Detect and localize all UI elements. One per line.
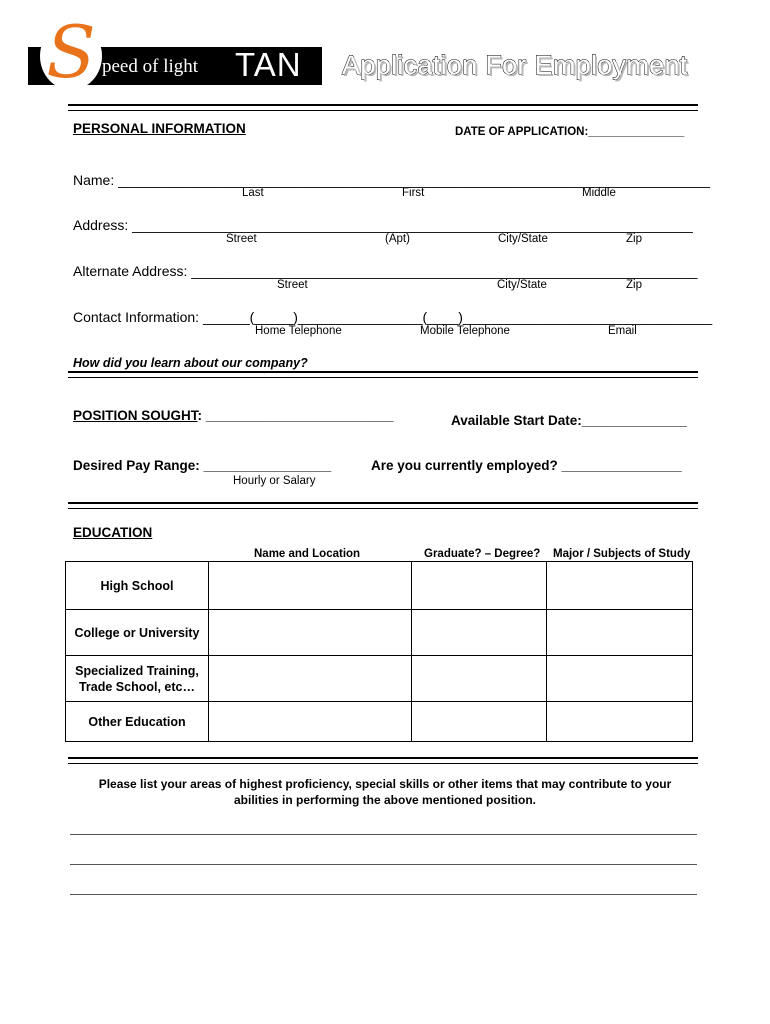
- divider: [68, 377, 698, 378]
- position-sought-blank: : _________________________: [197, 408, 394, 423]
- address-field[interactable]: Address: ________________________________________________________________________: [73, 217, 693, 233]
- skills-answer-line[interactable]: [70, 834, 697, 835]
- desired-pay-range-label: Desired Pay Range:: [73, 458, 200, 473]
- column-header-name-location: Name and Location: [254, 548, 361, 560]
- input-cell[interactable]: [209, 656, 412, 702]
- input-cell[interactable]: [209, 562, 412, 610]
- logo-s-letter: S: [46, 10, 96, 94]
- skills-answer-line[interactable]: [70, 864, 697, 865]
- address-sub-city: City/State: [498, 233, 548, 245]
- input-cell[interactable]: [209, 610, 412, 656]
- input-cell[interactable]: [412, 610, 547, 656]
- contact-sub-mobile: Mobile Telephone: [420, 325, 510, 337]
- alternate-address-field[interactable]: Alternate Address: _________________________________________________________________: [73, 263, 698, 279]
- input-cell[interactable]: [547, 562, 693, 610]
- education-table: [65, 561, 693, 742]
- table-row: [66, 610, 693, 656]
- input-cell[interactable]: [412, 562, 547, 610]
- row-label-other: Other Education: [66, 702, 209, 742]
- contact-information-field[interactable]: Contact Information: ______(_____)________________(____)________________________________: [73, 309, 713, 325]
- input-cell[interactable]: [209, 702, 412, 742]
- alt-address-sub-street: Street: [277, 279, 308, 291]
- divider: [68, 110, 698, 111]
- input-cell[interactable]: [412, 656, 547, 702]
- row-label-high-school: High School: [66, 562, 209, 610]
- input-cell[interactable]: [547, 702, 693, 742]
- divider: [68, 502, 698, 504]
- divider: [68, 371, 698, 373]
- desired-pay-range-field[interactable]: [73, 458, 331, 473]
- input-cell[interactable]: [412, 702, 547, 742]
- address-sub-apt: (Apt): [385, 233, 410, 245]
- alt-address-sub-city: City/State: [497, 279, 547, 291]
- skills-instructions: [70, 776, 700, 808]
- divider: [68, 757, 698, 759]
- input-cell[interactable]: [547, 656, 693, 702]
- table-row: [66, 656, 693, 702]
- how-did-you-learn-label: How did you learn about our company?: [73, 356, 308, 370]
- table-row: [66, 562, 693, 610]
- available-start-date-field[interactable]: Available Start Date:______________: [451, 413, 687, 428]
- name-sub-last: Last: [242, 187, 264, 199]
- name-field[interactable]: Name: ____________________________________________________________________________: [73, 172, 710, 188]
- skills-instructions-line2: abilities in performing the above mentioned position.: [233, 793, 537, 807]
- row-label-college: College or University: [66, 610, 209, 656]
- skills-instructions-line1: Please list your areas of highest proficiency, special skills or other items that may contribute to your: [98, 777, 672, 791]
- pay-sub-hourly: Hourly or Salary: [233, 475, 316, 487]
- address-sub-zip: Zip: [626, 233, 642, 245]
- input-cell[interactable]: [547, 610, 693, 656]
- position-sought-field[interactable]: [73, 408, 393, 423]
- table-row: [66, 702, 693, 742]
- name-sub-middle: Middle: [582, 187, 616, 199]
- page-title: Application For Employment: [342, 50, 688, 80]
- contact-sub-home: Home Telephone: [255, 325, 342, 337]
- section-heading-personal: PERSONAL INFORMATION: [73, 121, 246, 136]
- skills-answer-line[interactable]: [70, 894, 697, 895]
- date-of-application-field[interactable]: DATE OF APPLICATION:_______________: [455, 126, 685, 138]
- logo-text: peed of light: [102, 56, 199, 77]
- name-sub-first: First: [402, 187, 425, 199]
- divider: [68, 508, 698, 509]
- divider: [68, 763, 698, 764]
- position-sought-label: POSITION SOUGHT: [73, 408, 198, 423]
- address-sub-street: Street: [226, 233, 257, 245]
- currently-employed-field[interactable]: Are you currently employed? ________________: [371, 458, 682, 473]
- divider: [68, 104, 698, 106]
- alt-address-sub-zip: Zip: [626, 279, 642, 291]
- row-label-specialized: Specialized Training, Trade School, etc…: [66, 656, 209, 702]
- logo-tan: TAN: [235, 46, 302, 83]
- contact-sub-email: Email: [608, 325, 637, 337]
- column-header-major: Major / Subjects of Study: [553, 548, 691, 560]
- section-heading-education: EDUCATION: [73, 525, 153, 540]
- column-header-graduate-degree: Graduate? – Degree?: [424, 548, 541, 560]
- desired-pay-range-blank: _________________: [199, 458, 332, 473]
